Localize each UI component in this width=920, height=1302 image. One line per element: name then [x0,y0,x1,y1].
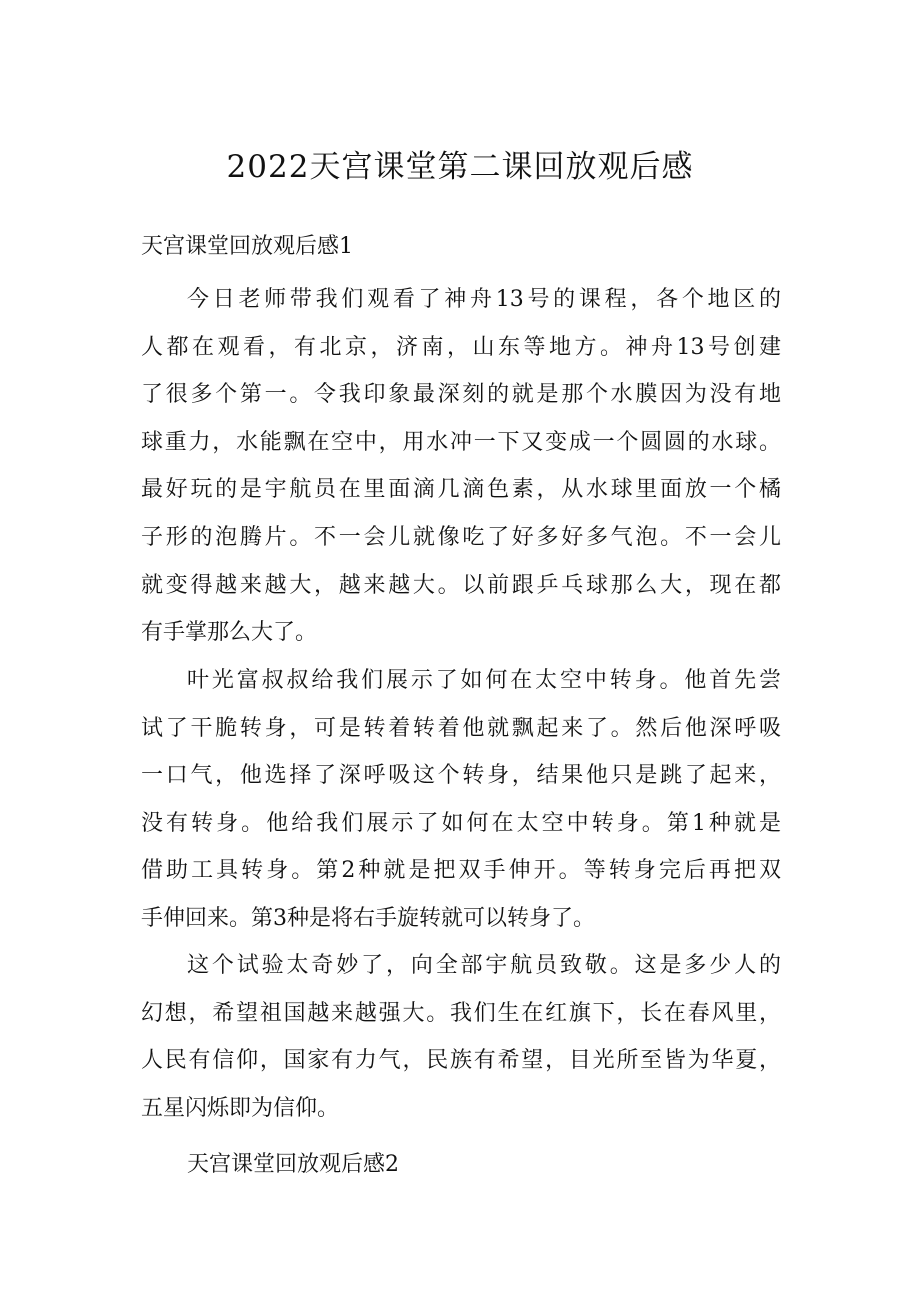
paragraph-3 [141,942,781,1132]
section-heading-1: 天宫课堂回放观后感1 [141,234,353,259]
paragraph-line: 就变得越来越大，越来越大。以前跟乒乓球那么大，现在都 [141,572,781,598]
paragraph-line: 球重力，水能飘在空中，用水冲一下又变成一个圆圆的水球。 [141,429,781,455]
paragraph-line: 了很多个第一。令我印象最深刻的就是那个水膜因为没有地 [141,382,781,408]
paragraph-line: 这个试验太奇妙了，向全部宇航员致敬。这是多少人的 [187,953,781,978]
paragraph-line: 人都在观看，有北京，济南，山东等地方。神舟13号创建 [141,334,781,360]
paragraph-line: 叶光富叔叔给我们展示了如何在太空中转身。他首先尝 [187,668,781,693]
paragraph-line: 人民有信仰，国家有力气，民族有希望，目光所至皆为华夏， [141,1048,781,1074]
paragraph-line: 试了干脆转身，可是转着转着他就飘起来了。然后他深呼吸 [141,715,781,741]
paragraph-line: 一口气，他选择了深呼吸这个转身，结果他只是跳了起来， [141,763,781,789]
paragraph-line: 没有转身。他给我们展示了如何在太空中转身。第1种就是 [141,810,781,836]
paragraph-2 [141,657,781,943]
document-title: 2022天宫课堂第二课回放观后感 [226,149,694,185]
paragraph-line: 最好玩的是宇航员在里面滴几滴色素，从水球里面放一个橘 [141,477,781,503]
paragraph-1 [141,276,781,657]
paragraph-line: 五星闪烁即为信仰。 [141,1095,340,1121]
paragraph-line: 手伸回来。第3种是将右手旋转就可以转身了。 [141,905,595,931]
paragraph-line: 幻想，希望祖国越来越强大。我们生在红旗下，长在春风里， [141,1000,781,1026]
section-heading-2: 天宫课堂回放观后感2 [187,1152,399,1177]
paragraph-line: 有手掌那么大了。 [141,620,318,646]
paragraph-line: 子形的泡腾片。不一会儿就像吃了好多好多气泡。不一会儿 [141,524,781,550]
paragraph-line: 借助工具转身。第2种就是把双手伸开。等转身完后再把双 [141,858,781,884]
paragraph-line: 今日老师带我们观看了神舟13号的课程，各个地区的 [187,287,781,312]
